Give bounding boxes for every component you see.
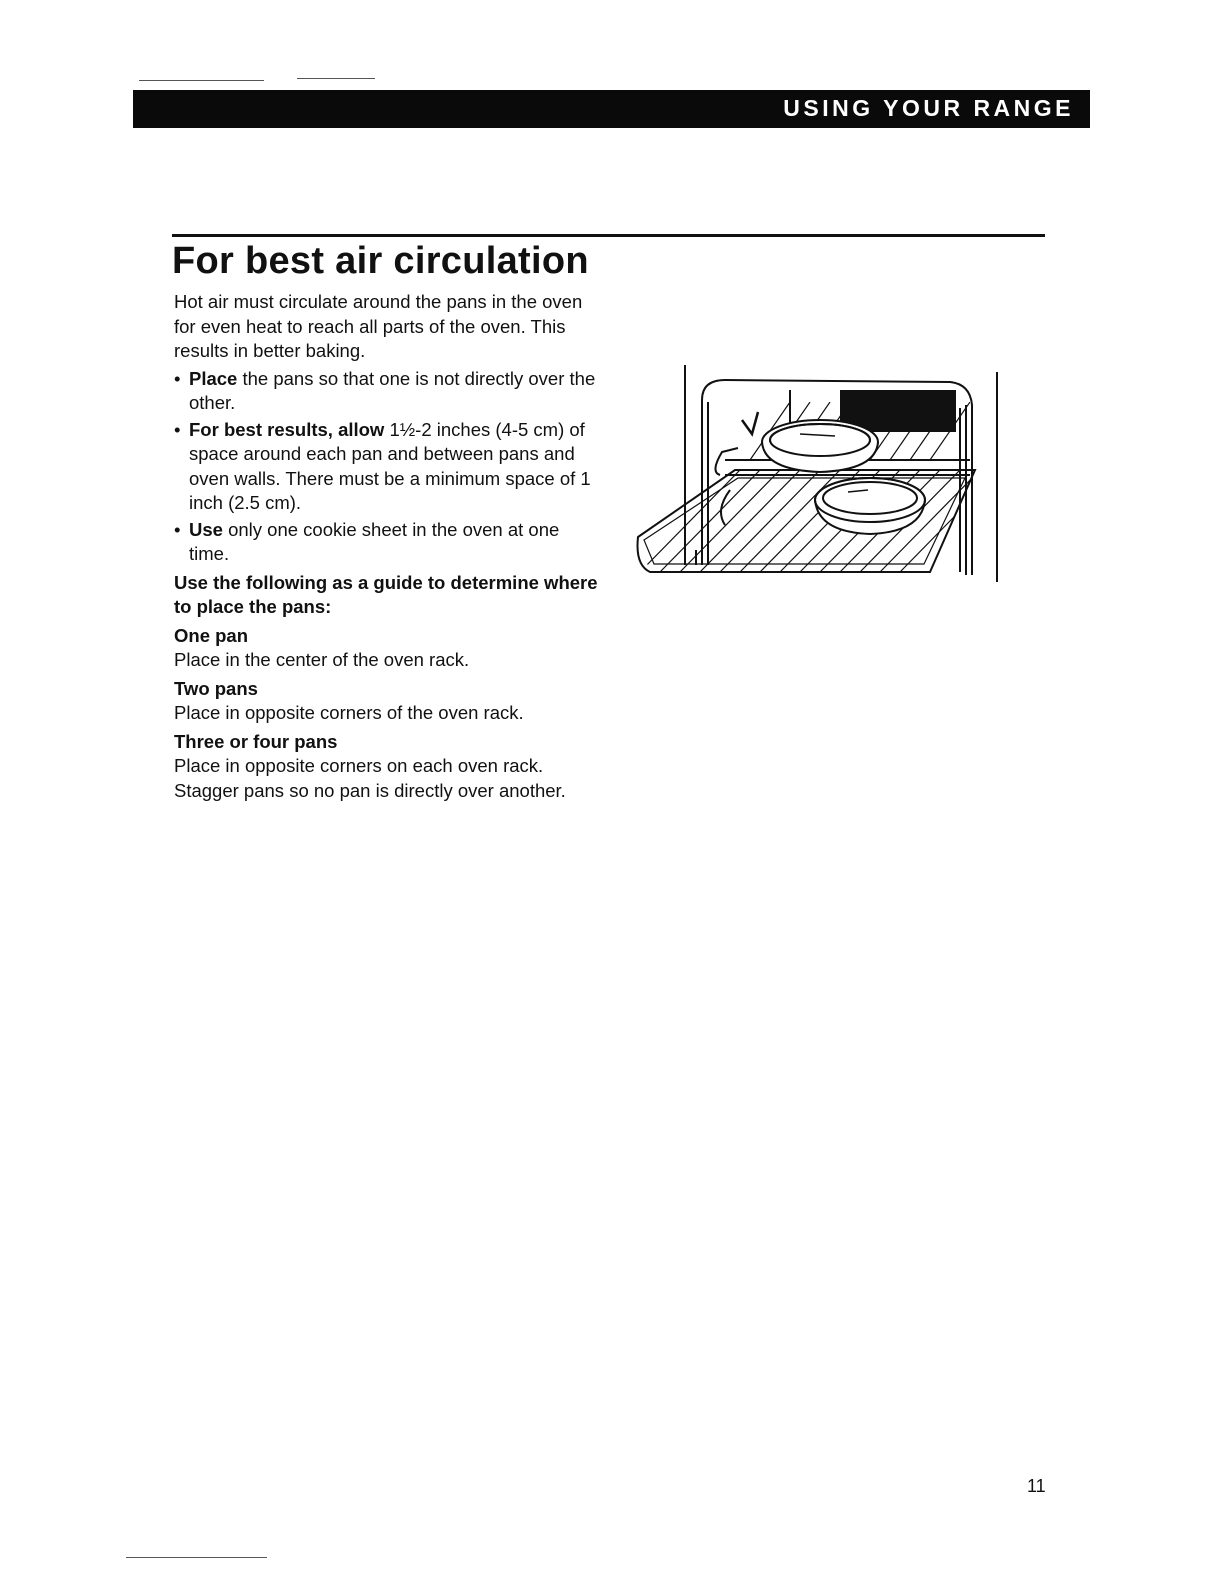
case-three-or-four-pans [174,730,604,804]
section-header-bar [133,90,1090,128]
bullet-text: only one cookie sheet in the oven at one time. [189,518,560,564]
list-item [174,367,604,416]
title-rule [172,234,1045,237]
scan-artifact-line [126,1557,267,1558]
page-title: For best air circulation [172,240,589,282]
section-header-title: USING YOUR RANGE [783,95,1074,121]
bullet-icon: • [174,418,181,440]
case-title: One pan [174,624,249,646]
bullet-icon: • [174,367,181,389]
case-text: Place in the center of the oven rack. [174,649,470,670]
tips-list [174,367,604,567]
intro-paragraph: Hot air must circulate around the pans in the oven for even heat to reach all parts of the oven. This results in better baking. [174,291,583,361]
case-title: Three or four pans [174,730,338,752]
list-item [174,518,604,567]
bullet-icon: • [174,518,181,540]
oven-rack-illustration [630,360,1010,590]
case-text: Place in opposite corners of the oven rack. [174,702,524,723]
page-number: 11 [1027,1476,1046,1496]
bullet-text: the pans so that one is not directly over the other. [189,367,596,413]
bullet-lead: For best results, allow [189,418,385,440]
bullet-lead: Place [189,367,238,389]
guide-heading: Use the following as a guide to determine where to place the pans: [174,571,598,617]
case-two-pans [174,677,604,726]
case-text: Place in opposite corners on each oven rack. Stagger pans so no pan is directly over another. [174,755,566,801]
body-content [174,290,604,803]
scan-artifact-line [139,80,264,81]
bullet-lead: Use [189,518,223,540]
bullet-text: 1½-2 inches (4-5 cm) of space around each pan and between pans and oven walls. There must be a minimum space of 1 inch (2.5 cm). [189,418,591,513]
case-one-pan [174,624,604,673]
scan-artifact-line [297,78,375,79]
list-item [174,418,604,516]
case-title: Two pans [174,677,258,699]
